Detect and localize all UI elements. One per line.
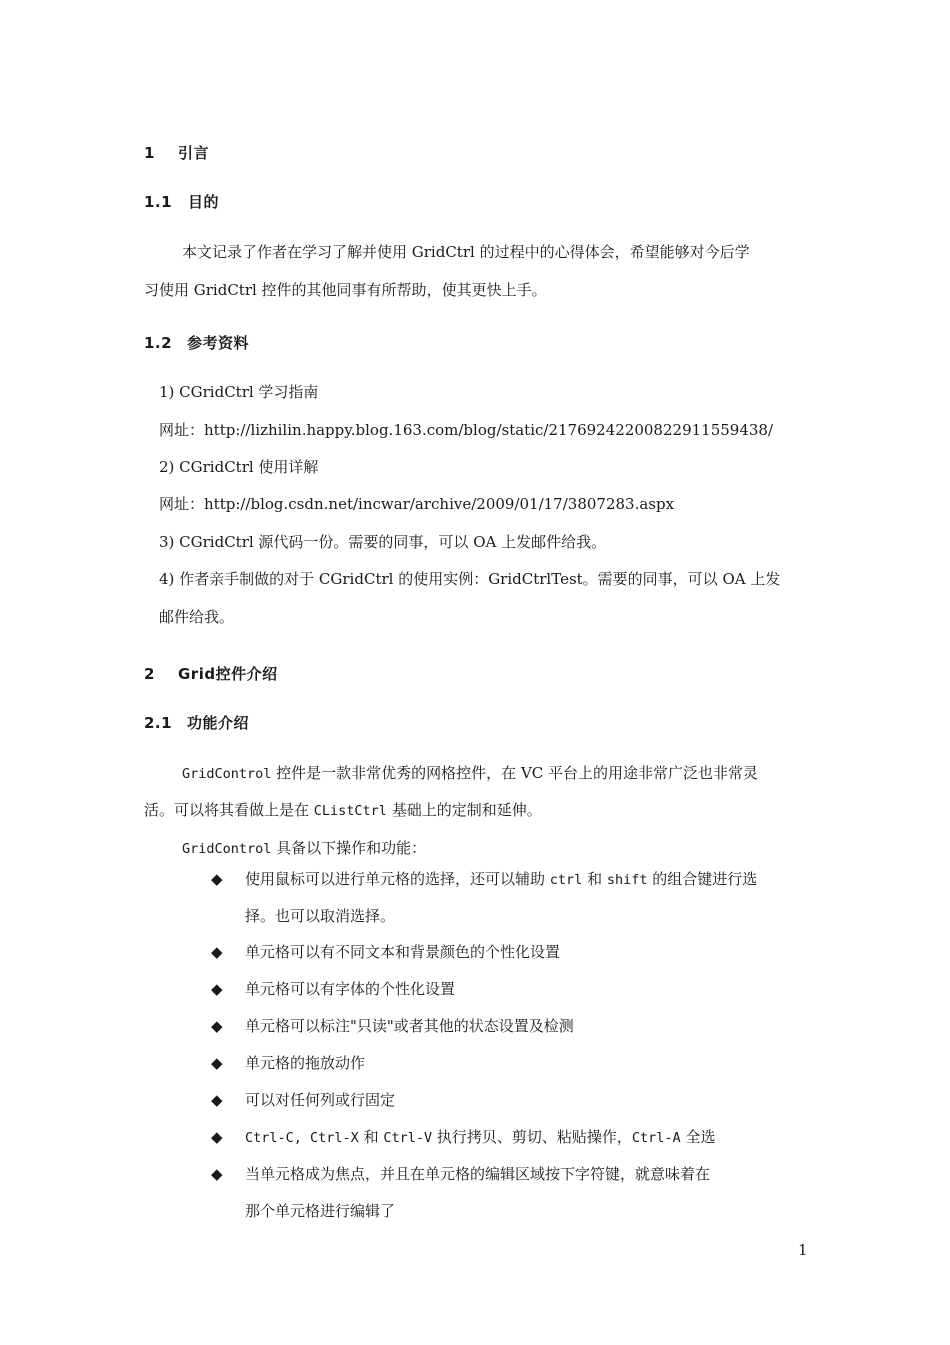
intro-text: 控件是一款非常优秀的网格控件，在 VC 平台上的用途非常广泛也非常灵 <box>271 764 759 782</box>
section-number: 1.1 <box>144 193 173 211</box>
reference-1: 1) CGridCtrl 学习指南 <box>159 383 319 401</box>
feature-text: 使用鼠标可以进行单元格的选择，还可以辅助 <box>245 870 550 888</box>
bullet-diamond-icon: ◆ <box>211 1165 223 1183</box>
feature-item-8: 当单元格成为焦点，并且在单元格的编辑区域按下字符键，就意味着在 <box>245 1165 711 1183</box>
heading-section-1 <box>144 142 209 163</box>
bullet-diamond-icon: ◆ <box>211 1054 223 1072</box>
section-number: 1 <box>144 144 155 162</box>
feature-text: 和 <box>358 1128 384 1146</box>
feature-text: 的组合键进行选 <box>647 870 758 888</box>
purpose-line-2: 习使用 GridCtrl 控件的其他同事有所帮助，使其更快上手。 <box>144 281 547 299</box>
section-title: 参考资料 <box>187 334 250 352</box>
section-title: Grid控件介绍 <box>178 665 278 683</box>
intro-paragraph-2 <box>182 838 426 859</box>
intro-text: 具备以下操作和功能： <box>271 839 427 857</box>
reference-1-url[interactable]: 网址：http://lizhilin.happy.blog.163.com/blog/static/21769242200822911559438/ <box>159 421 774 439</box>
reference-4-line-2: 邮件给我。 <box>159 608 235 626</box>
code-term: Ctrl-C, Ctrl-X <box>245 1130 359 1146</box>
feature-text: 和 <box>582 870 607 888</box>
intro-text: 基础上的定制和延伸。 <box>386 801 542 819</box>
section-title: 目的 <box>188 193 220 211</box>
bullet-diamond-icon: ◆ <box>211 980 223 998</box>
intro-paragraph-line-1 <box>182 763 758 784</box>
code-term: Ctrl-A <box>631 1130 681 1146</box>
feature-item-2: 单元格可以有不同文本和背景颜色的个性化设置 <box>245 943 561 961</box>
bullet-diamond-icon: ◆ <box>211 1091 223 1109</box>
reference-4-line-1: 4) 作者亲手制做的对于 CGridCtrl 的使用实例：GridCtrlTest。需要的同事，可以 OA 上发 <box>159 570 781 588</box>
reference-2-url[interactable]: 网址：http://blog.csdn.net/incwar/archive/2009/01/17/3807283.aspx <box>159 495 675 513</box>
feature-item-4: 单元格可以标注"只读"或者其他的状态设置及检测 <box>245 1017 574 1035</box>
reference-2: 2) CGridCtrl 使用详解 <box>159 458 319 476</box>
section-number: 2 <box>144 665 155 683</box>
feature-item-3: 单元格可以有字体的个性化设置 <box>245 980 456 998</box>
feature-item-1-continued: 择。也可以取消选择。 <box>245 907 396 925</box>
bullet-diamond-icon: ◆ <box>211 943 223 961</box>
bullet-diamond-icon: ◆ <box>211 1128 223 1146</box>
code-term: GridControl <box>182 766 272 782</box>
heading-section-2 <box>144 663 278 684</box>
code-term: ctrl <box>549 872 583 888</box>
feature-item-7 <box>245 1127 715 1148</box>
purpose-line-1: 本文记录了作者在学习了解并使用 GridCtrl 的过程中的心得体会，希望能够对今后学 <box>182 243 750 261</box>
intro-text: 活。可以将其看做上是在 <box>144 801 314 819</box>
feature-item-8-continued: 那个单元格进行编辑了 <box>245 1202 396 1220</box>
reference-3: 3) CGridCtrl 源代码一份。需要的同事，可以 OA 上发邮件给我。 <box>159 533 607 551</box>
bullet-diamond-icon: ◆ <box>211 1017 223 1035</box>
feature-item-1 <box>245 869 757 890</box>
page-number: 1 <box>798 1241 808 1259</box>
section-number: 2.1 <box>144 714 173 732</box>
feature-item-5: 单元格的拖放动作 <box>245 1054 366 1072</box>
code-term: Ctrl-V <box>383 1130 433 1146</box>
feature-item-6: 可以对任何列或行固定 <box>245 1091 396 1109</box>
heading-section-1-2 <box>144 332 249 353</box>
section-title: 功能介绍 <box>187 714 250 732</box>
section-number: 1.2 <box>144 334 173 352</box>
heading-section-1-1 <box>144 191 219 212</box>
code-term: CListCtrl <box>313 803 387 819</box>
heading-section-2-1 <box>144 712 249 733</box>
feature-text: 执行拷贝、剪切、粘贴操作， <box>432 1128 632 1146</box>
bullet-diamond-icon: ◆ <box>211 870 223 888</box>
intro-paragraph-line-2 <box>144 800 542 821</box>
code-term: shift <box>606 872 648 888</box>
feature-text: 全选 <box>680 1128 716 1146</box>
section-title: 引言 <box>178 144 210 162</box>
code-term: GridControl <box>182 841 272 857</box>
